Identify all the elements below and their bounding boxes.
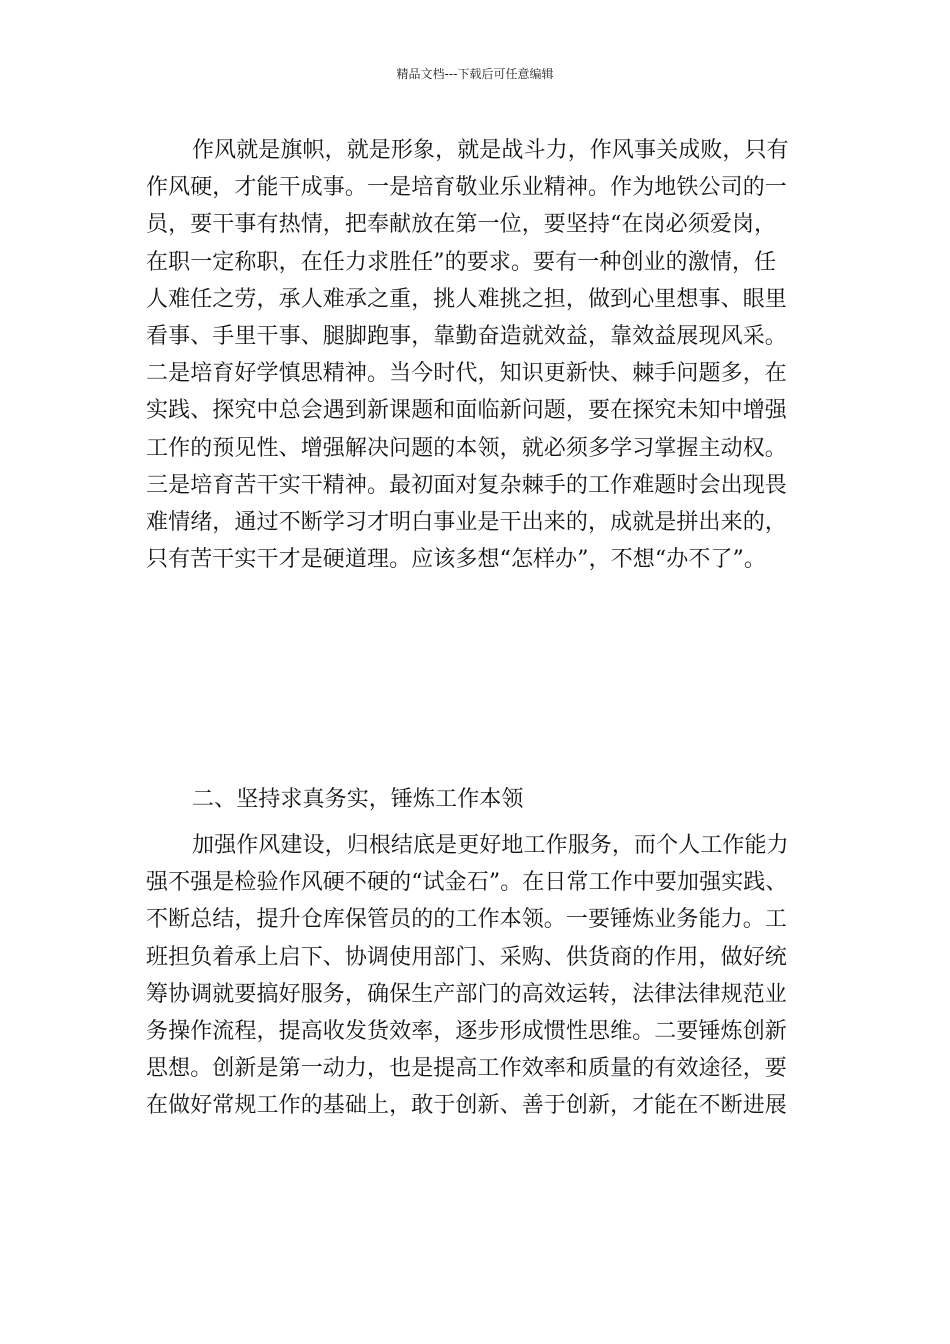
paragraph-line: 不断总结，提升仓库保管员的的工作本领。一要锤炼业务能力。工 (146, 907, 787, 933)
paragraph-line: 在职一定称职，在任力求胜任”的要求。要有一种创业的激情，任 (146, 249, 777, 275)
paragraph-line: 作风就是旗帜，就是形象，就是战斗力，作风事关成败，只有 (192, 138, 789, 163)
paragraph-line: 只有苦干实干才是硬道理。应该多想“怎样办”，不想“办不了”。 (146, 547, 766, 573)
paragraph-line: 加强作风建设，归根结底是更好地工作服务，而个人工作能力 (192, 833, 789, 858)
paragraph-line: 员，要干事有热情，把奉献放在第一位，要坚持“在岗必须爱岗， (146, 212, 777, 238)
section-heading (146, 781, 826, 818)
paragraph-line: 看事、手里干事、腿脚跑事，靠勤奋造就效益，靠效益展现风采。 (146, 323, 787, 349)
paragraph-line: 人难任之劳，承人难承之重，挑人难挑之担，做到心里想事、眼里 (146, 286, 787, 312)
section-heading-text: 二、坚持求真务实，锤炼工作本领 (192, 787, 524, 812)
paragraph-line: 思想。创新是第一动力，也是提高工作效率和质量的有效途径，要 (146, 1056, 787, 1082)
paragraph-line: 二是培育好学慎思精神。当今时代，知识更新快、棘手问题多，在 (146, 361, 787, 387)
paragraph-1 (146, 132, 826, 578)
paragraph-line: 班担负着承上启下、协调使用部门、采购、供货商的作用，做好统 (146, 944, 787, 970)
paragraph-line: 难情绪，通过不断学习才明白事业是干出来的，成就是拼出来的， (146, 509, 787, 535)
paragraph-line: 务操作流程，提高收发货效率，逐步形成惯性思维。二要锤炼创新 (146, 1018, 787, 1044)
paragraph-line: 作风硬，才能干成事。一是培育敬业乐业精神。作为地铁公司的一 (146, 175, 787, 201)
paragraph-line: 在做好常规工作的基础上，敢于创新、善于创新，才能在不断进展 (146, 1093, 787, 1119)
paragraph-line: 筹协调就要搞好服务，确保生产部门的高效运转，法律法律规范业 (146, 981, 787, 1007)
paragraph-line: 工作的预见性、增强解决问题的本领，就必须多学习掌握主动权。 (146, 435, 787, 461)
paragraph-line: 强不强是检验作风硬不硬的“试金石”。在日常工作中要加强实践、 (146, 870, 788, 896)
paragraph-line: 实践、探究中总会遇到新课题和面临新问题，要在探究未知中增强 (146, 398, 787, 424)
paragraph-line: 三是培育苦干实干精神。最初面对复杂棘手的工作难题时会出现畏 (146, 472, 787, 498)
paragraph-2 (146, 827, 826, 1125)
page-header: 精品文档---下载后可任意编辑 (396, 67, 554, 81)
